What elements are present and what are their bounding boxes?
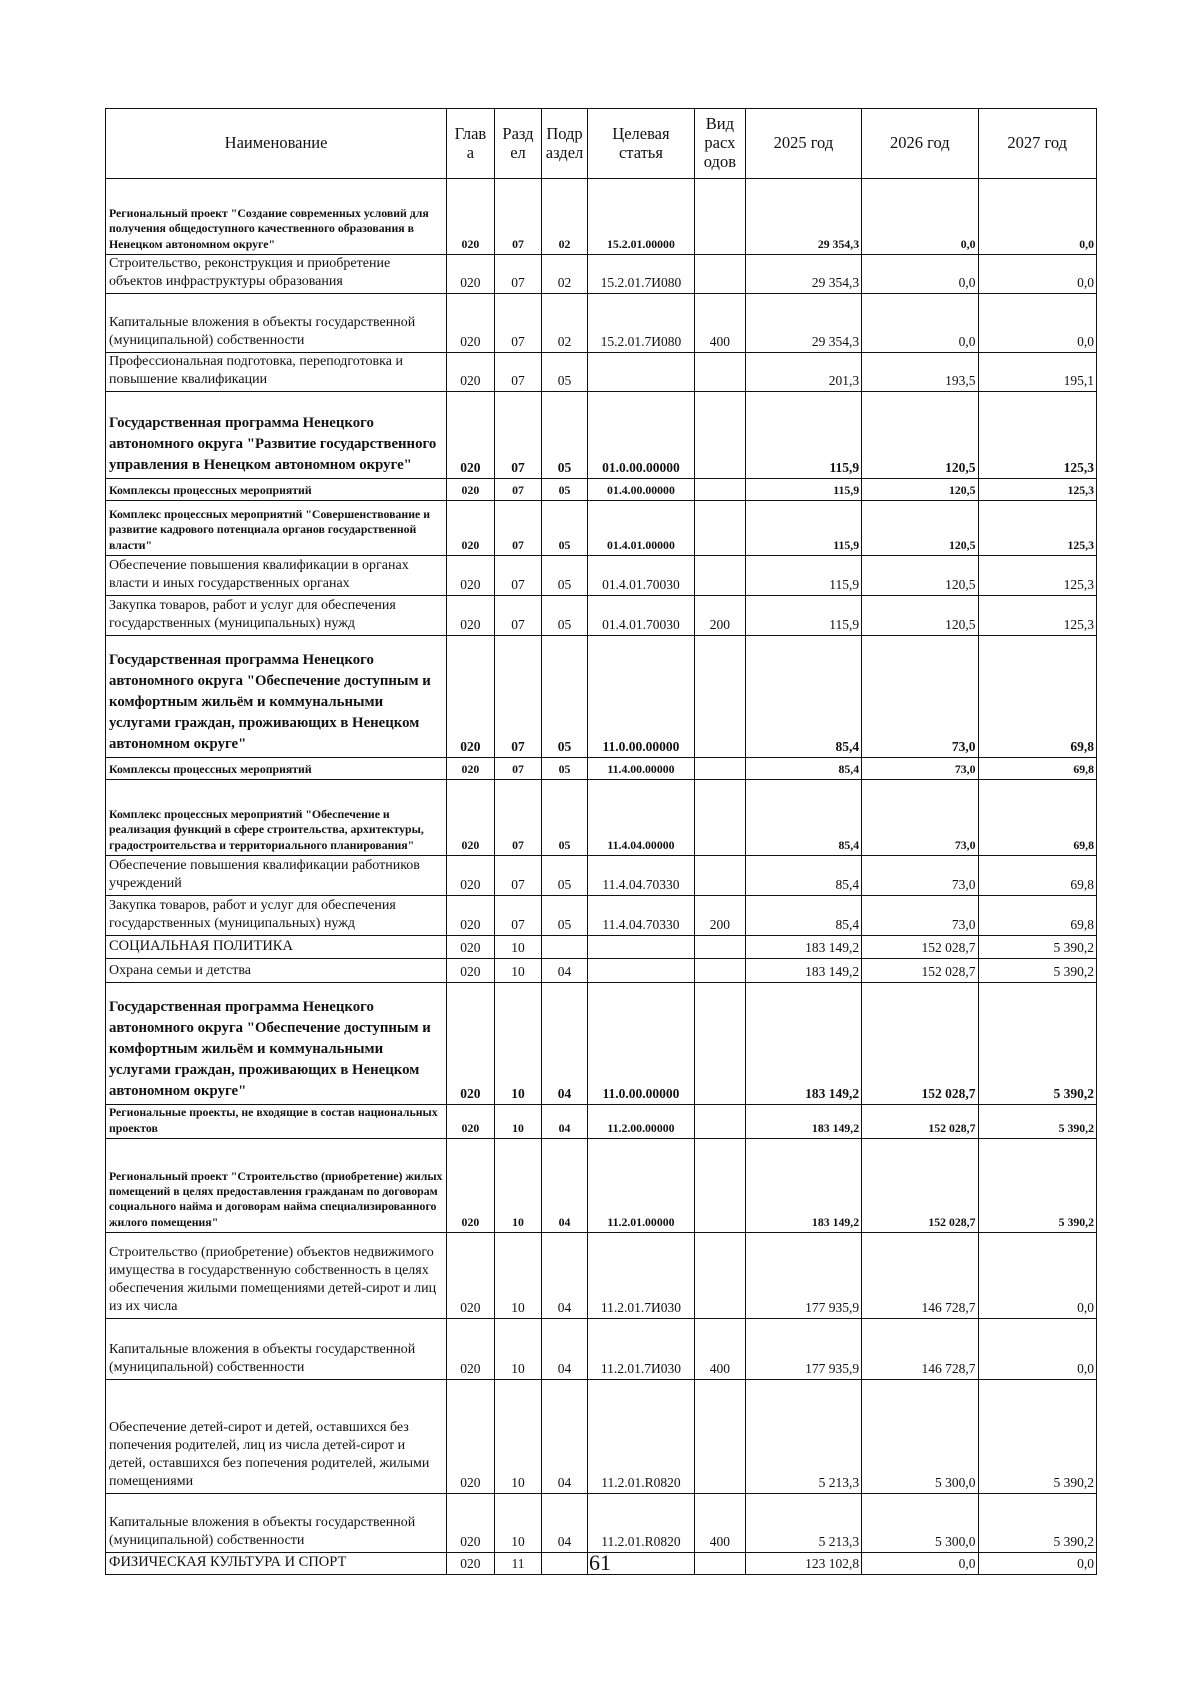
cell-year-2027: 125,3 (978, 501, 1096, 556)
cell-glava: 020 (447, 959, 495, 983)
cell-year-2027: 0,0 (978, 255, 1096, 294)
cell-celevaya-statya: 11.2.01.00000 (587, 1139, 694, 1233)
cell-celevaya-statya: 11.2.01.7И030 (587, 1319, 694, 1380)
cell-year-2026: 120,5 (862, 556, 978, 596)
cell-vid-rashodov: 200 (695, 896, 746, 936)
cell-year-2026: 152 028,7 (862, 1139, 978, 1233)
table-row (106, 896, 1097, 936)
cell-razdel: 10 (494, 1319, 542, 1380)
cell-celevaya-statya: 11.4.04.70330 (587, 856, 694, 896)
cell-glava: 020 (447, 636, 495, 758)
cell-vid-rashodov (695, 1105, 746, 1139)
cell-celevaya-statya: 11.4.00.00000 (587, 758, 694, 780)
cell-vid-rashodov (695, 936, 746, 959)
cell-razdel: 07 (494, 896, 542, 936)
cell-year-2025: 85,4 (745, 780, 861, 856)
cell-vid-rashodov (695, 1380, 746, 1494)
cell-razdel: 10 (494, 959, 542, 983)
cell-name: Комплексы процессных мероприятий (106, 758, 447, 780)
cell-year-2025: 183 149,2 (745, 983, 861, 1105)
cell-year-2027: 125,3 (978, 556, 1096, 596)
cell-celevaya-statya: 11.2.01.7И030 (587, 1233, 694, 1319)
cell-glava: 020 (447, 179, 495, 255)
table-row (106, 479, 1097, 501)
cell-year-2025: 183 149,2 (745, 936, 861, 959)
cell-year-2025: 85,4 (745, 758, 861, 780)
cell-razdel: 07 (494, 758, 542, 780)
cell-podrazdel: 02 (542, 255, 588, 294)
header-year-2026: 2026 год (862, 109, 978, 179)
cell-podrazdel: 04 (542, 1139, 588, 1233)
cell-celevaya-statya: 01.4.01.70030 (587, 596, 694, 636)
cell-year-2026: 73,0 (862, 856, 978, 896)
cell-year-2027: 125,3 (978, 596, 1096, 636)
cell-podrazdel: 05 (542, 556, 588, 596)
cell-glava: 020 (447, 294, 495, 353)
cell-name: ФИЗИЧЕСКАЯ КУЛЬТУРА И СПОРТ (106, 1553, 447, 1575)
cell-year-2026: 120,5 (862, 501, 978, 556)
cell-podrazdel: 04 (542, 1233, 588, 1319)
cell-razdel: 07 (494, 596, 542, 636)
cell-year-2026: 73,0 (862, 636, 978, 758)
table-row (106, 983, 1097, 1105)
cell-celevaya-statya: 11.0.00.00000 (587, 636, 694, 758)
cell-celevaya-statya: 11.2.00.00000 (587, 1105, 694, 1139)
cell-year-2025: 85,4 (745, 856, 861, 896)
cell-celevaya-statya: 11.4.04.70330 (587, 896, 694, 936)
cell-name: Региональный проект "Создание современных условий для получения общедоступного качественного образования в Ненецком автономном округе" (106, 179, 447, 255)
cell-razdel: 07 (494, 255, 542, 294)
cell-year-2026: 120,5 (862, 392, 978, 479)
cell-year-2027: 69,8 (978, 856, 1096, 896)
budget-table (105, 108, 1097, 1575)
table-row (106, 1380, 1097, 1494)
cell-podrazdel: 05 (542, 596, 588, 636)
cell-vid-rashodov (695, 501, 746, 556)
cell-name: Строительство (приобретение) объектов недвижимого имущества в государственную собственность в целях обеспечения жилыми помещениями детей-сирот и лиц из их числа (106, 1233, 447, 1319)
cell-year-2026: 146 728,7 (862, 1319, 978, 1380)
table-row (106, 392, 1097, 479)
cell-podrazdel: 04 (542, 1319, 588, 1380)
cell-podrazdel: 04 (542, 983, 588, 1105)
cell-celevaya-statya: 15.2.01.7И080 (587, 255, 694, 294)
cell-glava: 020 (447, 1139, 495, 1233)
cell-year-2026: 73,0 (862, 896, 978, 936)
cell-year-2025: 5 213,3 (745, 1380, 861, 1494)
cell-glava: 020 (447, 556, 495, 596)
header-year-2025: 2025 год (745, 109, 861, 179)
cell-year-2025: 123 102,8 (745, 1553, 861, 1575)
cell-name: Профессиональная подготовка, переподготовка и повышение квалификации (106, 353, 447, 392)
cell-celevaya-statya: 01.4.01.70030 (587, 556, 694, 596)
cell-razdel: 10 (494, 1139, 542, 1233)
cell-vid-rashodov (695, 353, 746, 392)
cell-name: СОЦИАЛЬНАЯ ПОЛИТИКА (106, 936, 447, 959)
table-row (106, 179, 1097, 255)
table-row (106, 1233, 1097, 1319)
cell-razdel: 10 (494, 1494, 542, 1553)
cell-podrazdel: 04 (542, 1494, 588, 1553)
cell-glava: 020 (447, 1380, 495, 1494)
table-row (106, 501, 1097, 556)
cell-year-2026: 193,5 (862, 353, 978, 392)
table-row (106, 936, 1097, 959)
cell-razdel: 10 (494, 983, 542, 1105)
cell-celevaya-statya: 11.4.04.00000 (587, 780, 694, 856)
cell-glava: 020 (447, 1553, 495, 1575)
header-glava: Глав а (447, 109, 495, 179)
cell-year-2025: 183 149,2 (745, 959, 861, 983)
cell-glava: 020 (447, 856, 495, 896)
page-number: 61 (589, 1550, 611, 1575)
cell-name: Обеспечение повышения квалификации работников учреждений (106, 856, 447, 896)
cell-name: Закупка товаров, работ и услуг для обеспечения государственных (муниципальных) нужд (106, 596, 447, 636)
cell-year-2027: 0,0 (978, 294, 1096, 353)
cell-year-2027: 0,0 (978, 1553, 1096, 1575)
cell-podrazdel: 05 (542, 856, 588, 896)
cell-year-2026: 73,0 (862, 758, 978, 780)
cell-year-2025: 29 354,3 (745, 294, 861, 353)
cell-celevaya-statya: 15.2.01.7И080 (587, 294, 694, 353)
cell-podrazdel: 04 (542, 1105, 588, 1139)
cell-year-2025: 183 149,2 (745, 1105, 861, 1139)
cell-year-2027: 5 390,2 (978, 959, 1096, 983)
cell-celevaya-statya: 01.0.00.00000 (587, 392, 694, 479)
cell-vid-rashodov (695, 479, 746, 501)
cell-celevaya-statya (587, 936, 694, 959)
cell-glava: 020 (447, 501, 495, 556)
table-row (106, 856, 1097, 896)
cell-year-2026: 0,0 (862, 179, 978, 255)
cell-year-2025: 85,4 (745, 896, 861, 936)
table-row (106, 294, 1097, 353)
cell-podrazdel: 02 (542, 294, 588, 353)
cell-year-2026: 0,0 (862, 255, 978, 294)
cell-year-2027: 5 390,2 (978, 936, 1096, 959)
cell-razdel: 10 (494, 1380, 542, 1494)
cell-year-2027: 5 390,2 (978, 1494, 1096, 1553)
cell-year-2025: 115,9 (745, 596, 861, 636)
cell-celevaya-statya (587, 959, 694, 983)
cell-year-2026: 152 028,7 (862, 983, 978, 1105)
cell-name: Государственная программа Ненецкого автономного округа "Развитие государственного управления в Ненецком автономном округе" (106, 392, 447, 479)
header-celevaya-statya: Целевая статья (587, 109, 694, 179)
cell-name: Строительство, реконструкция и приобретение объектов инфраструктуры образования (106, 255, 447, 294)
cell-name: Комплекс процессных мероприятий "Обеспечение и реализация функций в сфере строительства, архитектуры, градостроительства и территориального планирования" (106, 780, 447, 856)
cell-razdel: 07 (494, 556, 542, 596)
cell-year-2025: 115,9 (745, 479, 861, 501)
cell-glava: 020 (447, 1105, 495, 1139)
header-vid-rashodov: Вид расх одов (695, 109, 746, 179)
cell-vid-rashodov: 400 (695, 1319, 746, 1380)
cell-vid-rashodov (695, 758, 746, 780)
cell-name: Капитальные вложения в объекты государственной (муниципальной) собственности (106, 1319, 447, 1380)
cell-podrazdel: 05 (542, 780, 588, 856)
cell-razdel: 10 (494, 1233, 542, 1319)
cell-vid-rashodov (695, 556, 746, 596)
cell-celevaya-statya: 11.2.01.R0820 (587, 1494, 694, 1553)
cell-vid-rashodov (695, 1233, 746, 1319)
cell-glava: 020 (447, 392, 495, 479)
cell-vid-rashodov (695, 255, 746, 294)
cell-glava: 020 (447, 255, 495, 294)
cell-year-2027: 69,8 (978, 636, 1096, 758)
cell-year-2025: 85,4 (745, 636, 861, 758)
cell-vid-rashodov (695, 856, 746, 896)
table-row (106, 353, 1097, 392)
cell-podrazdel: 05 (542, 896, 588, 936)
cell-vid-rashodov (695, 636, 746, 758)
cell-glava: 020 (447, 479, 495, 501)
table-row (106, 1105, 1097, 1139)
cell-celevaya-statya: 15.2.01.00000 (587, 179, 694, 255)
cell-name: Комплексы процессных мероприятий (106, 479, 447, 501)
cell-year-2026: 5 300,0 (862, 1494, 978, 1553)
cell-year-2027: 125,3 (978, 392, 1096, 479)
cell-year-2025: 177 935,9 (745, 1233, 861, 1319)
cell-year-2025: 201,3 (745, 353, 861, 392)
table-row (106, 596, 1097, 636)
table-row (106, 780, 1097, 856)
table-row (106, 1319, 1097, 1380)
cell-glava: 020 (447, 983, 495, 1105)
cell-podrazdel: 05 (542, 501, 588, 556)
cell-glava: 020 (447, 936, 495, 959)
cell-year-2026: 146 728,7 (862, 1233, 978, 1319)
cell-celevaya-statya: 01.4.00.00000 (587, 479, 694, 501)
cell-name: Капитальные вложения в объекты государственной (муниципальной) собственности (106, 294, 447, 353)
cell-year-2027: 125,3 (978, 479, 1096, 501)
cell-razdel: 07 (494, 353, 542, 392)
header-podrazdel: Подр аздел (542, 109, 588, 179)
cell-razdel: 10 (494, 936, 542, 959)
table-row (106, 636, 1097, 758)
cell-razdel: 11 (494, 1553, 542, 1575)
cell-vid-rashodov: 400 (695, 294, 746, 353)
cell-name: Государственная программа Ненецкого автономного округа "Обеспечение доступным и комфортным жильём и коммунальными услугами граждан, проживающих в Ненецком автономном округе" (106, 636, 447, 758)
table-row (106, 1494, 1097, 1553)
cell-year-2025: 115,9 (745, 556, 861, 596)
cell-name: Региональный проект "Строительство (приобретение) жилых помещений в целях предоставления гражданам по договорам социального найма и договорам найма специализированного жилого помещения" (106, 1139, 447, 1233)
cell-year-2027: 0,0 (978, 1233, 1096, 1319)
cell-celevaya-statya: 01.4.01.00000 (587, 501, 694, 556)
header-razdel: Разд ел (494, 109, 542, 179)
cell-razdel: 07 (494, 479, 542, 501)
cell-year-2027: 5 390,2 (978, 1139, 1096, 1233)
cell-glava: 020 (447, 353, 495, 392)
cell-vid-rashodov (695, 983, 746, 1105)
cell-vid-rashodov: 200 (695, 596, 746, 636)
cell-vid-rashodov (695, 392, 746, 479)
table-row (106, 556, 1097, 596)
cell-year-2025: 115,9 (745, 392, 861, 479)
cell-name: Комплекс процессных мероприятий "Совершенствование и развитие кадрового потенциала органов государственной власти" (106, 501, 447, 556)
cell-name: Обеспечение детей-сирот и детей, оставшихся без попечения родителей, лиц из числа детей-сирот и детей, оставшихся без попечения родителей, жилыми помещениями (106, 1380, 447, 1494)
cell-year-2025: 5 213,3 (745, 1494, 861, 1553)
cell-year-2025: 115,9 (745, 501, 861, 556)
cell-year-2027: 5 390,2 (978, 983, 1096, 1105)
table-row (106, 959, 1097, 983)
cell-year-2026: 5 300,0 (862, 1380, 978, 1494)
cell-year-2027: 69,8 (978, 758, 1096, 780)
cell-podrazdel: 04 (542, 959, 588, 983)
cell-podrazdel: 05 (542, 353, 588, 392)
cell-name: Закупка товаров, работ и услуг для обеспечения государственных (муниципальных) нужд (106, 896, 447, 936)
cell-year-2027: 0,0 (978, 179, 1096, 255)
cell-razdel: 07 (494, 501, 542, 556)
cell-year-2026: 152 028,7 (862, 959, 978, 983)
cell-podrazdel: 05 (542, 636, 588, 758)
cell-glava: 020 (447, 780, 495, 856)
cell-razdel: 07 (494, 392, 542, 479)
cell-celevaya-statya (587, 353, 694, 392)
cell-razdel: 07 (494, 179, 542, 255)
cell-celevaya-statya: 11.2.01.R0820 (587, 1380, 694, 1494)
cell-razdel: 07 (494, 856, 542, 896)
table-row (106, 758, 1097, 780)
table-row (106, 255, 1097, 294)
cell-glava: 020 (447, 1319, 495, 1380)
cell-podrazdel: 02 (542, 179, 588, 255)
cell-glava: 020 (447, 1494, 495, 1553)
cell-name: Обеспечение повышения квалификации в органах власти и иных государственных органах (106, 556, 447, 596)
cell-year-2025: 177 935,9 (745, 1319, 861, 1380)
cell-celevaya-statya: 11.0.00.00000 (587, 983, 694, 1105)
header-year-2027: 2027 год (978, 109, 1096, 179)
cell-year-2025: 29 354,3 (745, 255, 861, 294)
cell-vid-rashodov (695, 1139, 746, 1233)
cell-year-2025: 183 149,2 (745, 1139, 861, 1233)
cell-podrazdel: 04 (542, 1380, 588, 1494)
cell-vid-rashodov (695, 959, 746, 983)
cell-year-2026: 73,0 (862, 780, 978, 856)
cell-year-2027: 195,1 (978, 353, 1096, 392)
cell-year-2027: 5 390,2 (978, 1380, 1096, 1494)
cell-name: Охрана семьи и детства (106, 959, 447, 983)
cell-year-2026: 0,0 (862, 1553, 978, 1575)
cell-year-2026: 0,0 (862, 294, 978, 353)
header-row (106, 109, 1097, 179)
cell-glava: 020 (447, 896, 495, 936)
cell-year-2027: 69,8 (978, 780, 1096, 856)
cell-year-2026: 152 028,7 (862, 936, 978, 959)
cell-glava: 020 (447, 758, 495, 780)
cell-vid-rashodov (695, 179, 746, 255)
cell-podrazdel: 05 (542, 392, 588, 479)
cell-year-2026: 152 028,7 (862, 1105, 978, 1139)
cell-podrazdel: 05 (542, 758, 588, 780)
cell-glava: 020 (447, 1233, 495, 1319)
cell-razdel: 07 (494, 294, 542, 353)
cell-razdel: 07 (494, 780, 542, 856)
cell-glava: 020 (447, 596, 495, 636)
cell-name: Государственная программа Ненецкого автономного округа "Обеспечение доступным и комфортным жильём и коммунальными услугами граждан, проживающих в Ненецком автономном округе" (106, 983, 447, 1105)
cell-name: Капитальные вложения в объекты государственной (муниципальной) собственности (106, 1494, 447, 1553)
cell-name: Региональные проекты, не входящие в состав национальных проектов (106, 1105, 447, 1139)
cell-vid-rashodov (695, 780, 746, 856)
header-name: Наименование (106, 109, 447, 179)
cell-year-2027: 69,8 (978, 896, 1096, 936)
cell-podrazdel (542, 936, 588, 959)
cell-razdel: 10 (494, 1105, 542, 1139)
cell-year-2025: 29 354,3 (745, 179, 861, 255)
cell-year-2027: 0,0 (978, 1319, 1096, 1380)
cell-podrazdel: 05 (542, 479, 588, 501)
cell-year-2026: 120,5 (862, 596, 978, 636)
cell-razdel: 07 (494, 636, 542, 758)
cell-vid-rashodov: 400 (695, 1494, 746, 1553)
cell-year-2026: 120,5 (862, 479, 978, 501)
cell-year-2027: 5 390,2 (978, 1105, 1096, 1139)
table-row (106, 1139, 1097, 1233)
